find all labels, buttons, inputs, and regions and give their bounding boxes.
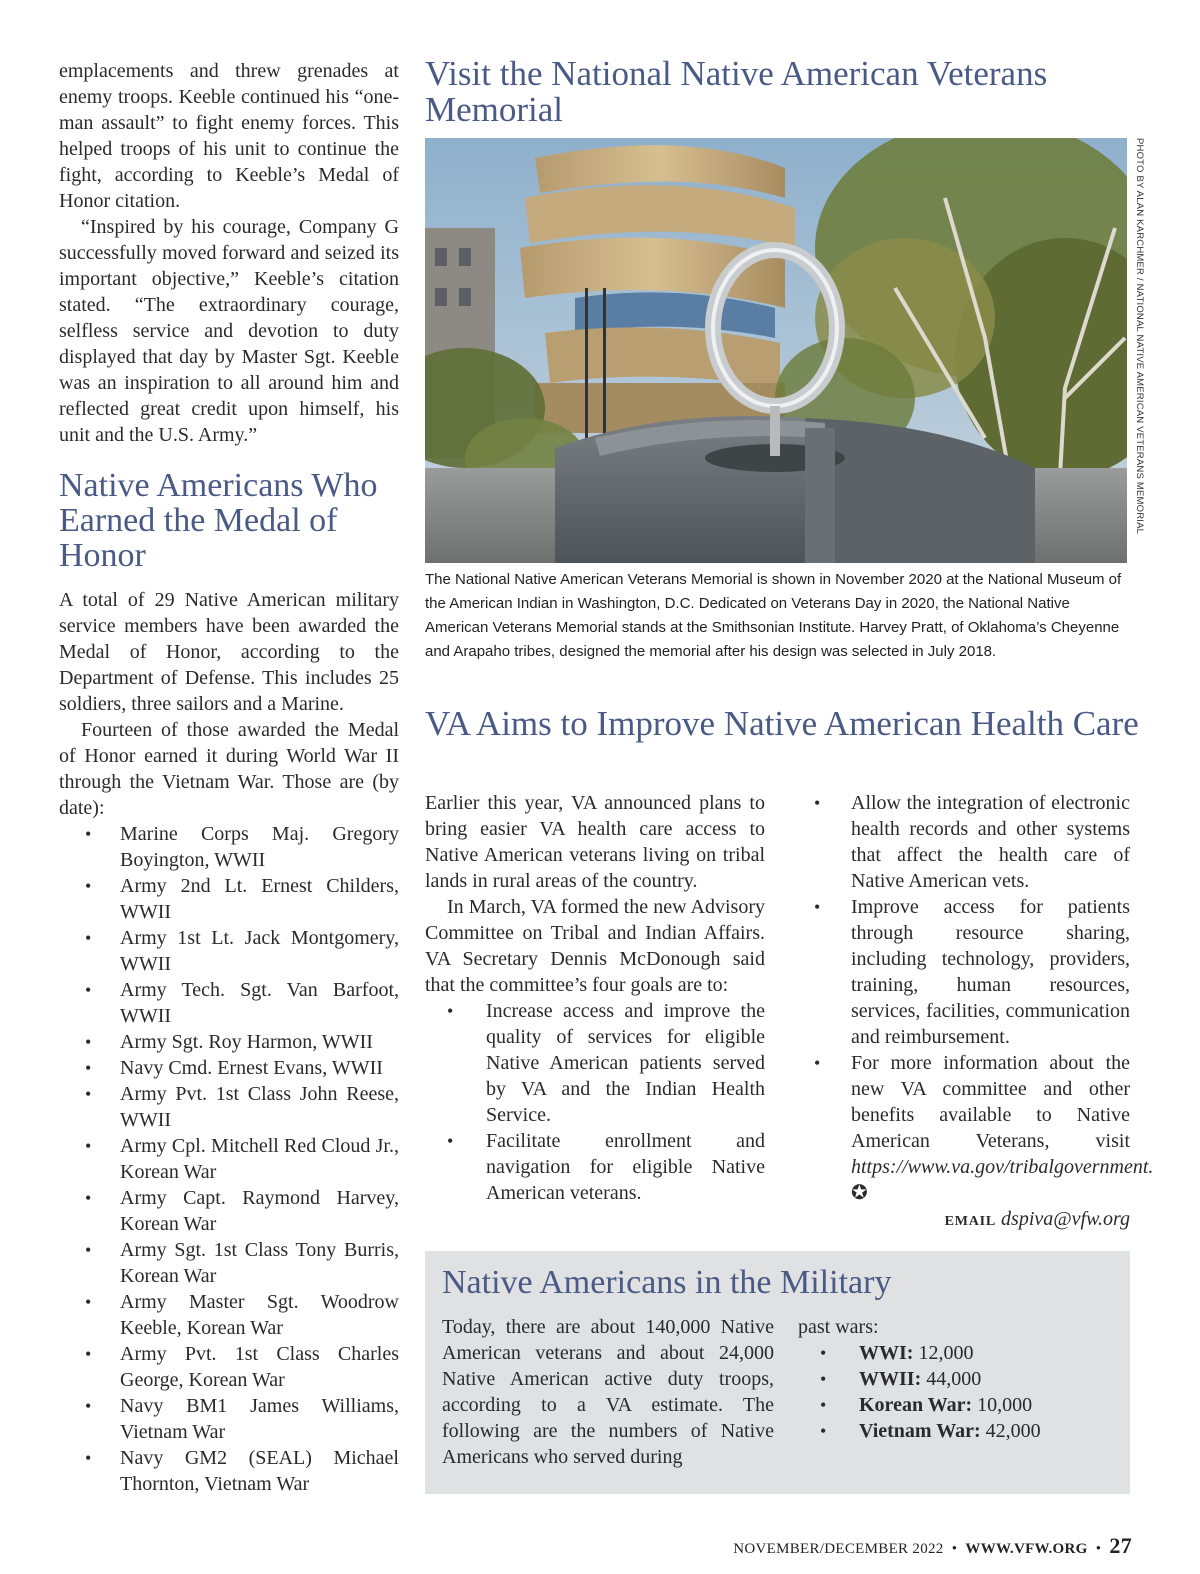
email-label: EMAIL (944, 1214, 997, 1229)
author-email (790, 1206, 1130, 1235)
bullet-icon: • (814, 793, 821, 813)
recipient-item (59, 873, 399, 925)
photo-credit: PHOTO BY ALAN KARCHMER / NATIONAL NATIVE AMERICAN VETERANS MEMORIAL (1134, 138, 1145, 535)
recipient-item-text: Army Cpl. Mitchell Red Cloud Jr., Korean War (120, 1135, 399, 1183)
bullet-icon: • (85, 1292, 92, 1312)
page-footer (0, 1533, 1132, 1559)
bullet-icon: • (814, 1053, 821, 1073)
bullet-icon: • (447, 1001, 454, 1021)
end-mark-icon: ✪ (851, 1182, 868, 1204)
recipient-item-text: Army Tech. Sgt. Van Barfoot, WWII (120, 979, 399, 1027)
war-value: 12,000 (918, 1342, 974, 1364)
bullet-icon: • (820, 1343, 827, 1363)
bullet-icon: • (85, 1448, 92, 1468)
recipients-list (59, 821, 399, 1497)
bullet-icon: • (85, 1240, 92, 1260)
recipient-item (59, 1029, 399, 1055)
va-paragraph-1: Earlier this year, VA announced plans to bring easier VA health care access to Native American veterans living on tribal lands in rural areas of the country. (425, 792, 765, 892)
recipient-item (59, 1393, 399, 1445)
bullet-icon: • (85, 824, 92, 844)
bullet-icon: • (85, 876, 92, 896)
war-value: 10,000 (977, 1394, 1033, 1416)
recipient-item-text: Navy GM2 (SEAL) Michael Thornton, Vietnam War (120, 1447, 399, 1495)
medal-paragraph-2: Fourteen of those awarded the Medal of Honor earned it during World War II through the Vietnam War. Those are (by date): (59, 719, 399, 819)
footer-site[interactable]: WWW.VFW.ORG (965, 1541, 1088, 1557)
recipient-item (59, 1185, 399, 1237)
war-item (798, 1340, 1118, 1366)
military-box-heading: Native Americans in the Military (442, 1264, 892, 1301)
va-info-item (790, 1050, 1154, 1206)
recipient-item (59, 1237, 399, 1289)
photo-caption: The National Native American Veterans Memorial is shown in November 2020 at the National Museum of the American Indian in Washington, D.C. Dedicated on Veterans Day in 2020, the National Native American Veterans Memorial stands at the Smithsonian Institute. Harvey Pratt, of Oklahoma’s Cheyenne and Arapaho tribes, designed the memorial after his design was selected in July 2018. (425, 571, 1122, 660)
war-label: Korean War: (859, 1394, 973, 1416)
recipient-item-text: Army Pvt. 1st Class Charles George, Korean War (120, 1343, 399, 1391)
va-goal-item-text: Allow the integration of electronic health records and other systems that affect the health care of Native American vets. (851, 792, 1130, 892)
va-paragraph-2: In March, VA formed the new Advisory Committee on Tribal and Indian Affairs. VA Secretary Dennis McDonough said that the committee’s four goals are to: (425, 896, 765, 996)
footer-separator-2: • (1095, 1541, 1102, 1557)
va-goal-item-text: Facilitate enrollment and navigation for eligible Native American veterans. (486, 1130, 765, 1204)
memorial-section (425, 56, 1145, 128)
va-goal-item (425, 1128, 765, 1206)
bullet-icon: • (85, 1396, 92, 1416)
bullet-icon: • (85, 1032, 92, 1052)
va-goal-item-text: Increase access and improve the quality of services for eligible Native American patients served by VA and the Indian Health Service. (486, 1000, 765, 1126)
recipient-item-text: Army Sgt. Roy Harmon, WWII (120, 1031, 373, 1053)
recipient-item (59, 821, 399, 873)
va-section-title-wrap (425, 706, 1145, 742)
left-column (59, 58, 399, 1497)
recipient-item-text: Army Capt. Raymond Harvey, Korean War (120, 1187, 399, 1235)
bullet-icon: • (85, 1058, 92, 1078)
va-goal-item (425, 998, 765, 1128)
recipient-item-text: Navy BM1 James Williams, Vietnam War (120, 1395, 399, 1443)
va-goal-item (790, 894, 1130, 1050)
recipient-item (59, 1055, 399, 1081)
war-item (798, 1392, 1118, 1418)
recipient-item-text: Navy Cmd. Ernest Evans, WWII (120, 1057, 383, 1079)
recipient-item-text: Marine Corps Maj. Gregory Boyington, WWII (120, 823, 399, 871)
footer-separator-1: • (951, 1541, 958, 1557)
recipient-item (59, 1445, 399, 1497)
war-value: 42,000 (985, 1420, 1041, 1442)
bullet-icon: • (820, 1395, 827, 1415)
military-box-column-1 (442, 1314, 774, 1470)
bullet-icon: • (85, 1344, 92, 1364)
va-goals-list-2 (790, 790, 1130, 1050)
war-label: Vietnam War: (859, 1420, 981, 1442)
recipient-item (59, 977, 399, 1029)
footer-issue: NOVEMBER/DECEMBER 2022 (733, 1541, 944, 1557)
bullet-icon: • (814, 897, 821, 917)
recipient-item-text: Army 1st Lt. Jack Montgomery, WWII (120, 927, 399, 975)
va-info-link[interactable]: https://www.va.gov/tribalgovernment. (851, 1156, 1154, 1178)
recipient-item (59, 1341, 399, 1393)
recipient-item (59, 925, 399, 977)
war-value: 44,000 (926, 1368, 982, 1390)
war-item (798, 1418, 1118, 1444)
email-address[interactable]: dspiva@vfw.org (1001, 1208, 1130, 1230)
military-box-column-2 (798, 1314, 1118, 1444)
va-goal-item (790, 790, 1130, 894)
bullet-icon: • (85, 980, 92, 1000)
military-box-paragraph: Today, there are about 140,000 Native American veterans and about 24,000 Native American active duty troops, according to a VA estimate. The following are the numbers of Native Americans who served during (442, 1316, 774, 1468)
intro-paragraph-2: “Inspired by his courage, Company G successfully moved forward and seized its important objective,” Keeble’s citation stated. “The extraordinary courage, selfless service and devotion to duty displayed that day by Master Sgt. Keeble was an inspiration to all around him and reflected great credit upon himself, his unit and the U.S. Army.” (59, 216, 399, 446)
va-info-text: For more information about the new VA committee and other benefits available to Native American Veterans, visit (851, 1052, 1130, 1152)
bullet-icon: • (447, 1131, 454, 1151)
recipient-item-text: Army Sgt. 1st Class Tony Burris, Korean War (120, 1239, 399, 1287)
bullet-icon: • (85, 1136, 92, 1156)
memorial-photo (425, 138, 1127, 563)
page-number: 27 (1109, 1533, 1132, 1558)
bullet-icon: • (85, 1188, 92, 1208)
memorial-heading: Visit the National Native American Veterans Memorial (425, 54, 1048, 129)
memorial-photo-illustration (425, 138, 1127, 563)
medal-paragraph-1: A total of 29 Native American military service members have been awarded the Medal of Honor, according to the Department of Defense. This includes 25 soldiers, three sailors and a Marine. (59, 589, 399, 715)
va-info-list (790, 1050, 1154, 1206)
military-box-continuation: past wars: (798, 1316, 879, 1338)
war-label: WWI: (859, 1342, 914, 1364)
recipient-item (59, 1133, 399, 1185)
recipient-item-text: Army Master Sgt. Woodrow Keeble, Korean War (120, 1291, 399, 1339)
military-sidebar-box (425, 1251, 1130, 1494)
intro-paragraph-1: emplacements and threw grenades at enemy troops. Keeble continued his “one-man assault” to fight enemy forces. This helped troops of his unit to continue the fight, according to Keeble’s Medal of Honor citation. (59, 60, 399, 212)
medal-of-honor-heading: Native Americans Who Earned the Medal of Honor (59, 467, 378, 574)
va-column-1 (425, 790, 765, 1206)
bullet-icon: • (820, 1369, 827, 1389)
va-column-2 (790, 790, 1154, 1235)
wars-list (798, 1340, 1118, 1444)
war-item (798, 1366, 1118, 1392)
va-goals-list-1 (425, 998, 765, 1206)
bullet-icon: • (85, 928, 92, 948)
recipient-item (59, 1289, 399, 1341)
bullet-icon: • (820, 1421, 827, 1441)
va-goal-item-text: Improve access for patients through resource sharing, including technology, providers, training, human resources, services, facilities, communication and reimbursement. (851, 896, 1130, 1048)
war-label: WWII: (859, 1368, 922, 1390)
bullet-icon: • (85, 1084, 92, 1104)
recipient-item (59, 1081, 399, 1133)
recipient-item-text: Army Pvt. 1st Class John Reese, WWII (120, 1083, 399, 1131)
recipient-item-text: Army 2nd Lt. Ernest Childers, WWII (120, 875, 399, 923)
va-heading: VA Aims to Improve Native American Health Care (425, 704, 1139, 743)
